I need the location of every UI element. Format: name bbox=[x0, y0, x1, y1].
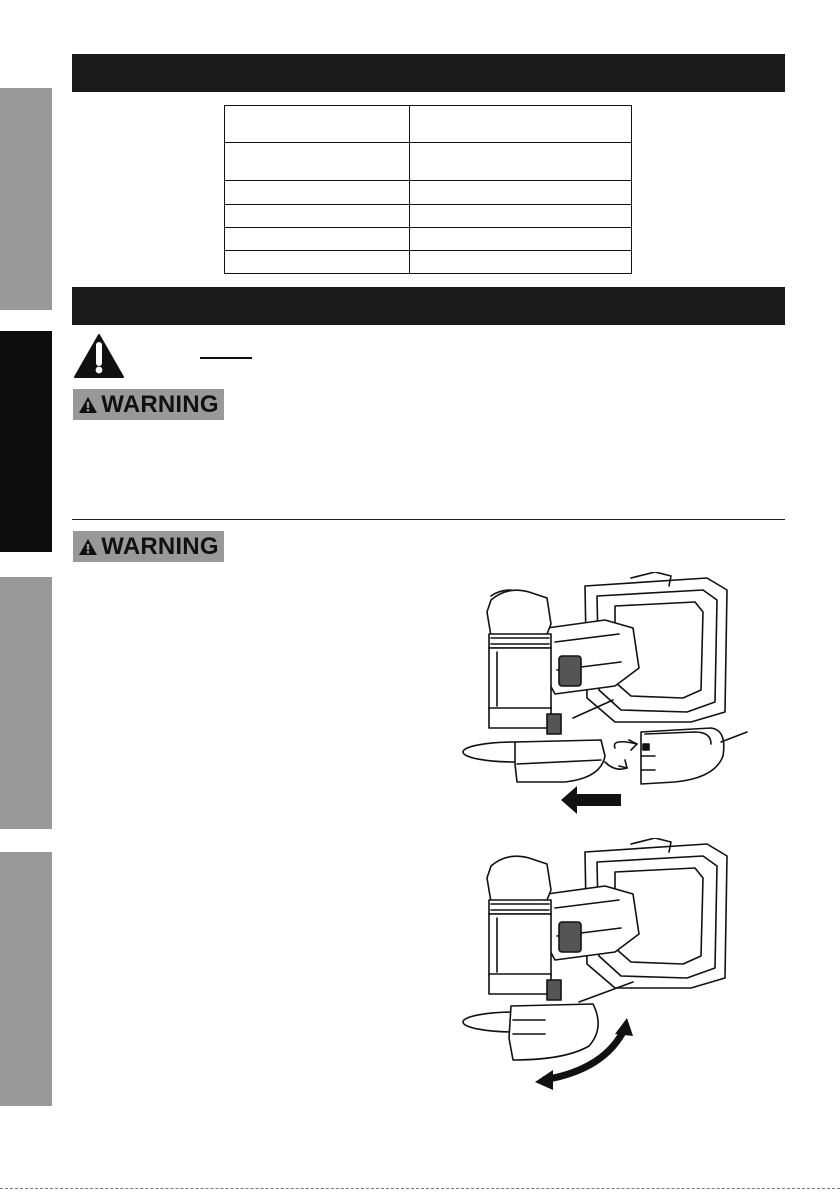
table-row bbox=[225, 205, 632, 228]
angle-grinder-rotation-figure bbox=[455, 838, 755, 1098]
table-cell bbox=[410, 181, 632, 205]
table-row bbox=[225, 228, 632, 251]
table-cell bbox=[410, 106, 632, 143]
section-divider bbox=[72, 519, 785, 520]
side-tab-4[interactable] bbox=[0, 852, 52, 1106]
side-tab-2[interactable] bbox=[0, 331, 52, 552]
warning-badge bbox=[73, 389, 224, 420]
table-cell bbox=[225, 251, 410, 274]
angle-grinder-figure bbox=[455, 572, 755, 816]
side-tab-1[interactable] bbox=[0, 88, 52, 310]
table-row bbox=[225, 181, 632, 205]
table-cell bbox=[225, 205, 410, 228]
table-cell bbox=[225, 181, 410, 205]
table-row bbox=[225, 251, 632, 274]
specifications-table bbox=[224, 105, 632, 274]
warning-triangle-icon bbox=[78, 538, 98, 556]
table-row bbox=[225, 143, 632, 181]
warning-label: WARNING bbox=[101, 532, 219, 560]
warning-badge bbox=[73, 531, 224, 562]
specifications-header-bar bbox=[72, 54, 785, 92]
warning-label: WARNING bbox=[101, 390, 219, 418]
table-cell bbox=[410, 251, 632, 274]
table-cell bbox=[225, 143, 410, 181]
warning-triangle-icon bbox=[78, 396, 98, 414]
table-cell bbox=[410, 143, 632, 181]
table-row bbox=[225, 106, 632, 143]
table-cell bbox=[225, 106, 410, 143]
setup-header-bar bbox=[72, 287, 785, 325]
side-tab-3[interactable] bbox=[0, 577, 52, 829]
exclamation-triangle-icon bbox=[73, 333, 125, 379]
table-cell bbox=[225, 228, 410, 251]
underline-mark bbox=[200, 357, 252, 359]
page-edge-dash bbox=[0, 1188, 840, 1189]
table-cell bbox=[410, 205, 632, 228]
table-cell bbox=[410, 228, 632, 251]
guard-removal-arrow-icon bbox=[561, 786, 621, 814]
